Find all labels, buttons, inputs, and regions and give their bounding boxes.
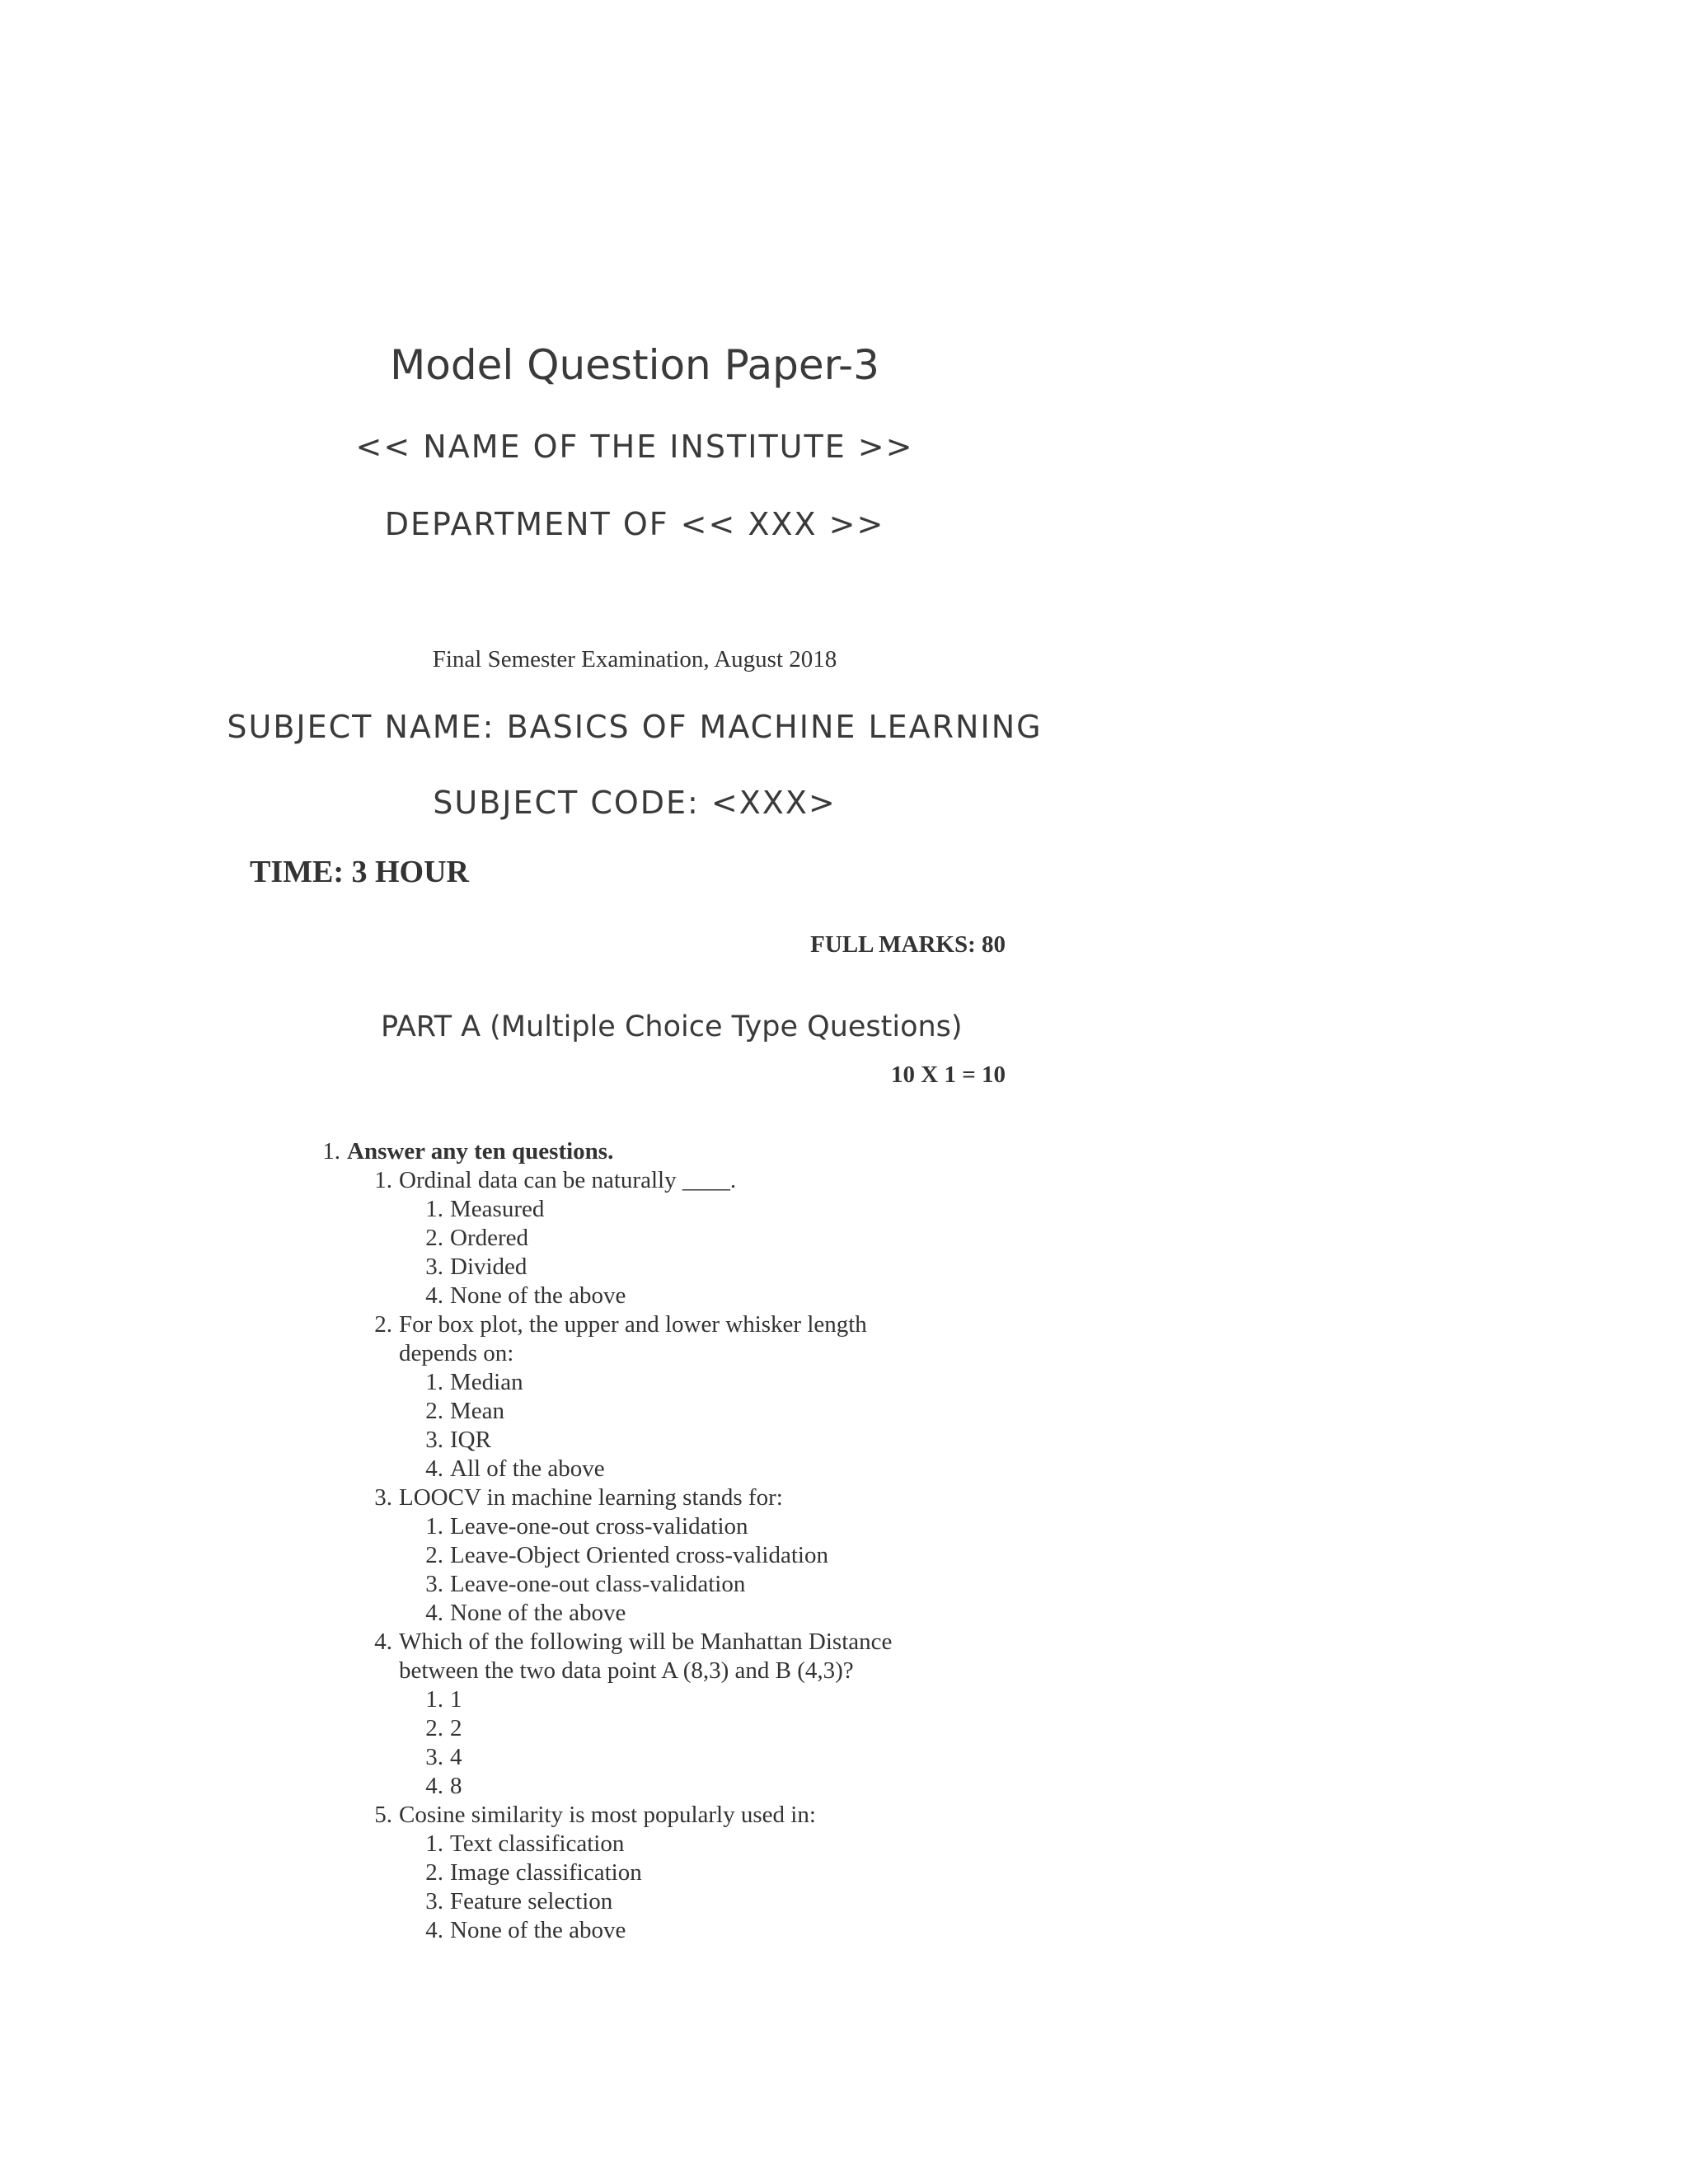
option-number: 1. [425,1686,443,1713]
option-text: Text classification [450,1830,625,1857]
question-item [0,1310,1401,1368]
option-item [0,1541,1401,1570]
option-number: 3. [425,1888,443,1915]
instruction-number: 1. [322,1138,340,1165]
question-number: 4. [374,1629,392,1655]
institute-name: << NAME OF THE INSTITUTE >> [355,429,914,465]
option-number: 4. [425,1282,443,1309]
option-number: 3. [425,1571,443,1597]
option-number: 1. [425,1369,443,1395]
option-item [0,1512,1401,1541]
option-number: 4. [425,1773,443,1799]
question-list [0,1166,1401,1945]
option-item [0,1426,1401,1455]
option-item [0,1743,1401,1772]
question-section [0,1137,1401,1945]
option-item [0,1887,1401,1916]
option-number: 1. [425,1513,443,1540]
question-text: LOOCV in machine learning stands for: [399,1484,783,1511]
option-text: None of the above [450,1600,626,1626]
option-number: 3. [425,1427,443,1453]
option-text: Divided [450,1254,528,1280]
option-number: 4. [425,1600,443,1626]
option-number: 2. [425,1715,443,1741]
option-number: 3. [425,1744,443,1770]
option-text: Leave-Object Oriented cross-validation [450,1542,828,1568]
question-item [0,1166,1401,1195]
option-number: 1. [425,1196,443,1222]
option-text: Ordered [450,1225,529,1251]
question-number: 1. [374,1167,392,1193]
paper-title: Model Question Paper-3 [390,341,879,389]
option-item [0,1599,1401,1628]
option-text: IQR [450,1427,491,1453]
question-text: Which of the following will be Manhattan Distance between the two data point A (8,3) and B (4,3)? [399,1629,893,1684]
question-text: Ordinal data can be naturally ____. [399,1167,737,1193]
question-number: 2. [374,1311,392,1338]
option-item [0,1830,1401,1858]
option-text: 8 [450,1773,462,1799]
option-text: Measured [450,1196,545,1222]
instruction-list [0,1137,1401,1166]
option-text: None of the above [450,1282,626,1309]
option-text: None of the above [450,1917,626,1943]
question-item [0,1801,1401,1830]
subject-name: SUBJECT NAME: BASICS OF MACHINE LEARNING [227,709,1043,745]
exam-duration: TIME: 3 HOUR [250,855,469,889]
option-number: 4. [425,1917,443,1943]
option-number: 2. [425,1859,443,1886]
option-item [0,1368,1401,1397]
option-text: Feature selection [450,1888,613,1915]
option-item [0,1282,1401,1310]
option-item [0,1224,1401,1253]
option-text: Median [450,1369,523,1395]
question-text: For box plot, the upper and lower whisker length depends on: [399,1311,867,1366]
question-number: 3. [374,1484,392,1511]
question-item [0,1483,1401,1512]
option-item [0,1455,1401,1483]
option-item [0,1195,1401,1224]
option-number: 2. [425,1225,443,1251]
question-item [0,1628,1401,1685]
option-number: 1. [425,1830,443,1857]
option-item [0,1916,1401,1945]
full-marks: FULL MARKS: 80 [810,931,1006,958]
option-item [0,1570,1401,1599]
subject-code: SUBJECT CODE: <XXX> [433,785,837,821]
instruction-text: Answer any ten questions. [347,1138,614,1165]
exam-title: Final Semester Examination, August 2018 [432,646,837,673]
option-item [0,1858,1401,1887]
option-text: Leave-one-out class-validation [450,1571,746,1597]
option-number: 3. [425,1254,443,1280]
option-text: 2 [450,1715,462,1741]
option-text: Mean [450,1398,505,1424]
option-item [0,1253,1401,1282]
option-item [0,1397,1401,1426]
question-text: Cosine similarity is most popularly used in: [399,1802,816,1828]
option-item [0,1714,1401,1743]
instruction-item [0,1137,1401,1166]
option-number: 2. [425,1398,443,1424]
part-a-marks: 10 X 1 = 10 [891,1062,1006,1088]
option-text: All of the above [450,1455,605,1482]
option-item [0,1772,1401,1801]
part-a-heading: PART A (Multiple Choice Type Questions) [381,1010,963,1043]
option-number: 4. [425,1455,443,1482]
option-item [0,1685,1401,1714]
option-text: Leave-one-out cross-validation [450,1513,748,1540]
option-text: Image classification [450,1859,642,1886]
question-number: 5. [374,1802,392,1828]
option-text: 4 [450,1744,462,1770]
department-name: DEPARTMENT OF << XXX >> [384,506,885,542]
option-number: 2. [425,1542,443,1568]
option-text: 1 [450,1686,462,1713]
